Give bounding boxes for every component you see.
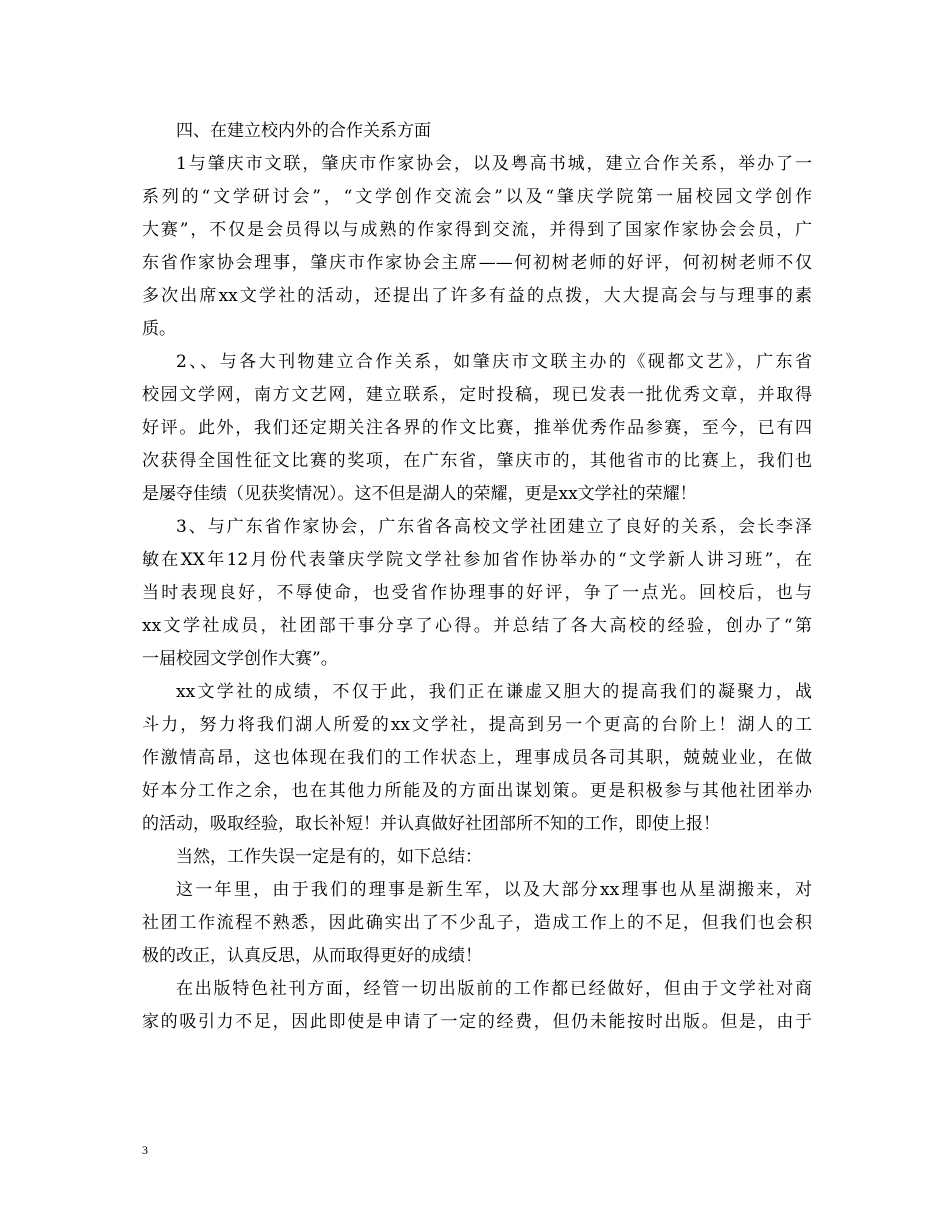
paragraph-line: 当然，工作失误一定是有的，如下总结： xyxy=(176,847,482,867)
paragraph-line: xx文学社成员，社团部干事分享了心得。并总结了各大高校的经验，创办了“第 xyxy=(142,616,812,636)
paragraph-line: xx文学社的成绩，不仅于此，我们正在谦虚又胆大的提高我们的凝聚力，战 xyxy=(176,682,812,702)
paragraph-line: 家的吸引力不足，因此即使是申请了一定的经费，但仍未能按时出版。但是，由于 xyxy=(142,1012,812,1032)
paragraph-line: 东省作家协会理事，肇庆市作家协会主席——何初树老师的好评，何初树老师不仅 xyxy=(142,253,812,273)
paragraph-line: 的活动，吸取经验，取长补短！并认真做好社团部所不知的工作，即使上报！ xyxy=(142,814,720,834)
paragraph-line: 敏在XX年12月份代表肇庆学院文学社参加省作协举办的“文学新人讲习班”，在 xyxy=(142,550,812,570)
paragraph-line: 系列的“文学研讨会”，“文学创作交流会”以及“肇庆学院第一届校园文学创作 xyxy=(142,187,812,207)
paragraph-line: 极的改正，认真反思，从而取得更好的成绩！ xyxy=(142,946,482,966)
paragraph-line: 在出版特色社刊方面，经管一切出版前的工作都已经做好，但由于文学社对商 xyxy=(176,979,812,999)
paragraph-line: 多次出席xx文学社的活动，还提出了许多有益的点拨，大大提高会与与理事的素 xyxy=(142,286,812,306)
paragraph-line: 3、与广东省作家协会，广东省各高校文学社团建立了良好的关系，会长李泽 xyxy=(176,517,812,537)
page-number: 3 xyxy=(142,1143,148,1157)
paragraph-line: 质。 xyxy=(142,319,176,339)
paragraph-line: 好本分工作之余，也在其他力所能及的方面出谋划策。更是积极参与其他社团举办 xyxy=(142,781,812,801)
paragraph-line: 当时表现良好，不辱使命，也受省作协理事的好评，争了一点光。回校后，也与 xyxy=(142,583,812,603)
paragraph-line: 大赛”，不仅是会员得以与成熟的作家得到交流，并得到了国家作家协会会员，广 xyxy=(142,220,812,240)
paragraph-line: 1与肇庆市文联，肇庆市作家协会，以及粤高书城，建立合作关系，举办了一 xyxy=(176,154,812,174)
paragraph-line: 这一年里，由于我们的理事是新生军，以及大部分xx理事也从星湖搬来，对 xyxy=(176,880,812,900)
paragraph-line: 斗力，努力将我们湖人所爱的xx文学社，提高到另一个更高的台阶上！湖人的工 xyxy=(142,715,812,735)
section-heading: 四、在建立校内外的合作关系方面 xyxy=(176,121,431,141)
paragraph-line: 好评。此外，我们还定期关注各界的作文比赛，推举优秀作品参赛，至今，已有四 xyxy=(142,418,812,438)
paragraph-line: 一届校园文学创作大赛”。 xyxy=(142,649,338,669)
paragraph-line: 作激情高昂，这也体现在我们的工作状态上，理事成员各司其职，兢兢业业，在做 xyxy=(142,748,812,768)
paragraph-line: 校园文学网，南方文艺网，建立联系，定时投稿，现已发表一批优秀文章，并取得 xyxy=(142,385,812,405)
paragraph-line: 2、、与各大刊物建立合作关系，如肇庆市文联主办的《砚都文艺》，广东省 xyxy=(176,352,812,372)
paragraph-line: 社团工作流程不熟悉，因此确实出了不少乱子，造成工作上的不足，但我们也会积 xyxy=(142,913,812,933)
paragraph-line: 次获得全国性征文比赛的奖项，在广东省，肇庆市的，其他省市的比赛上，我们也 xyxy=(142,451,812,471)
paragraph-line: 是屡夺佳绩（见获奖情况）。这不但是湖人的荣耀，更是xx文学社的荣耀！ xyxy=(142,484,697,504)
